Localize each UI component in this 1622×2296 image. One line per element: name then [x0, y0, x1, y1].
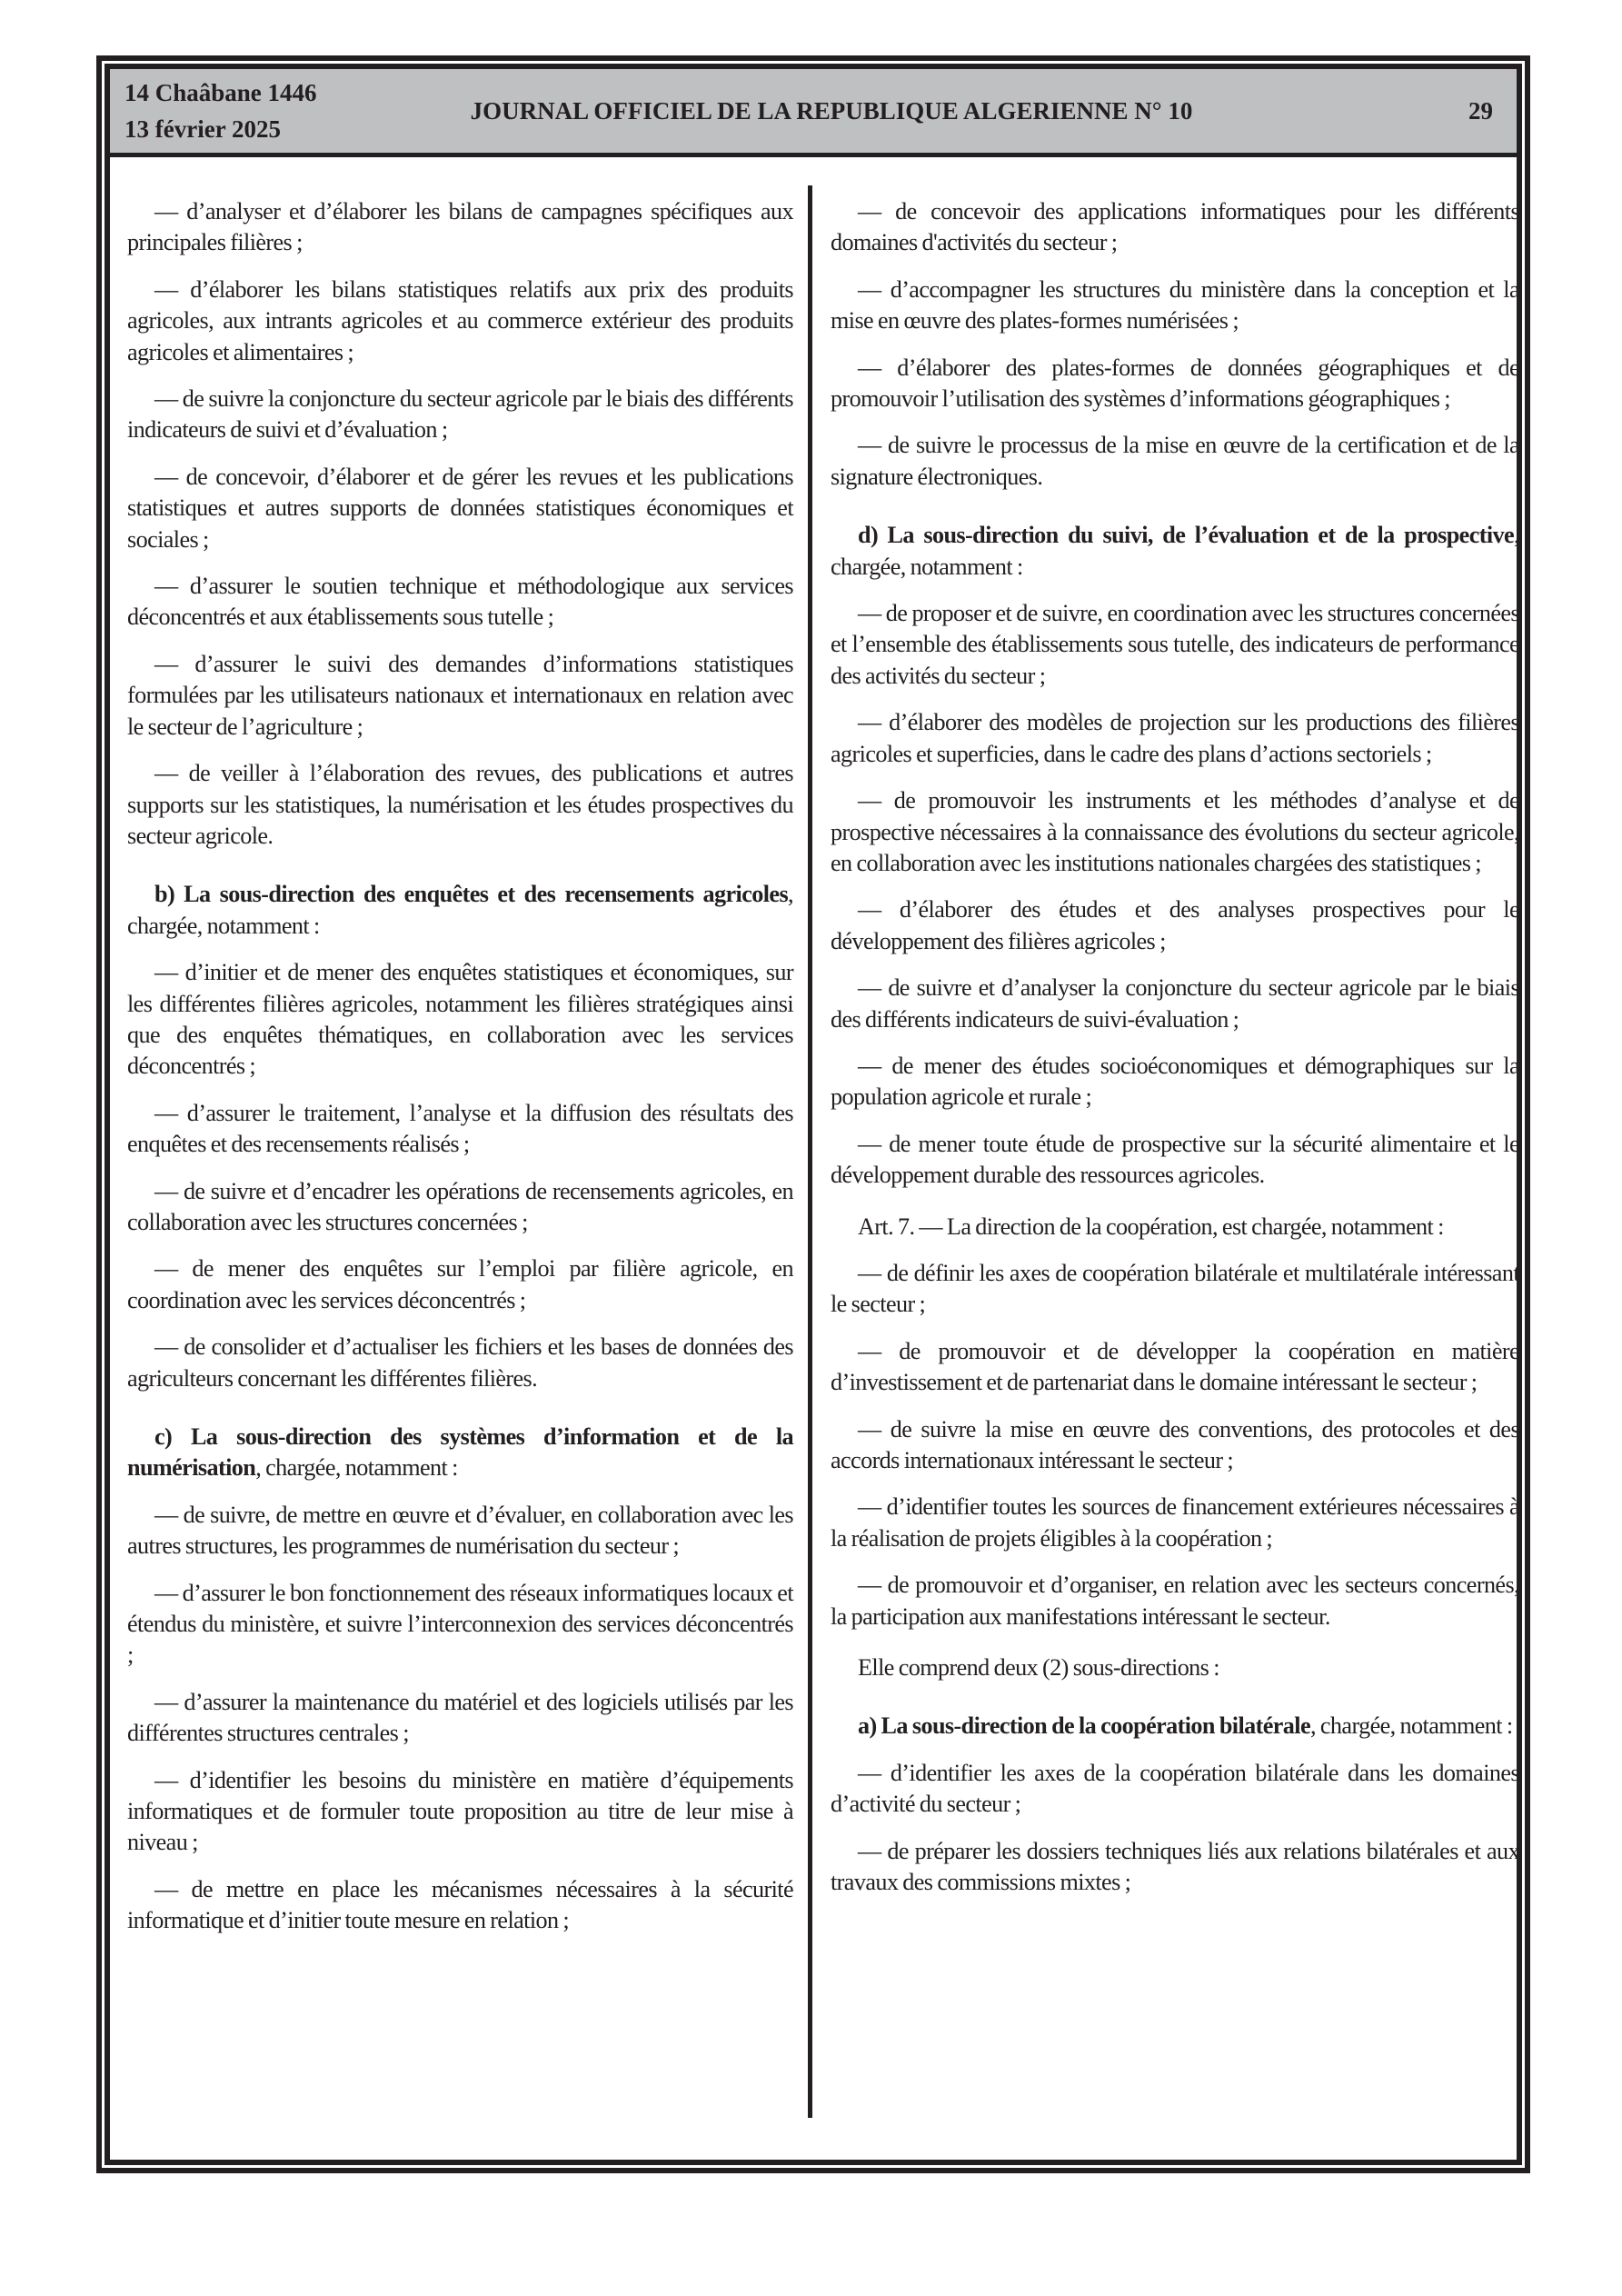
section-heading-rest: , chargée, notamment : — [831, 522, 1519, 580]
list-item: — d’identifier les axes de la coopération bilatérale dans les domaines d’activité du secteur ; — [831, 1759, 1519, 1818]
list-item: — de mener des études socioéconomiques et démographiques sur la population agricole et rurale ; — [831, 1052, 1519, 1111]
section-heading-c — [127, 1422, 793, 1484]
list-item: — de suivre et d’analyser la conjoncture du secteur agricole par le biais des différents indicateurs de suivi-évaluation ; — [831, 974, 1519, 1033]
column-divider — [808, 185, 812, 2118]
list-item: — d’élaborer des modèles de projection sur les productions des filières agricoles et superficies, dans le cadre des plans d’actions sectoriels ; — [831, 709, 1519, 767]
list-item: — d’accompagner les structures du ministère dans la conception et la mise en œuvre des plates-formes numérisées ; — [831, 275, 1519, 334]
sous-directions-intro: Elle comprend deux (2) sous-directions : — [858, 1654, 1219, 1682]
list-item: — d’élaborer des plates-formes de données géographiques et de promouvoir l’utilisation des systèmes d’informations géographiques ; — [831, 354, 1519, 413]
header-date-gregorian: 13 février 2025 — [124, 115, 281, 143]
page-header — [110, 69, 1517, 157]
list-item: — d’assurer le bon fonctionnement des réseaux informatiques locaux et étendus du ministère, et suivre l’interconnexion des services déconcentrés ; — [127, 1579, 793, 1669]
list-item: — de mettre en place les mécanismes nécessaires à la sécurité informatique et d’initier toute mesure en relation ; — [127, 1875, 793, 1934]
list-item: — de concevoir des applications informatiques pour les différents domaines d'activités du secteur ; — [831, 198, 1519, 256]
section-heading-rest: , chargée, notamment : — [1310, 1712, 1513, 1740]
list-item: — d’assurer le traitement, l’analyse et la diffusion des résultats des enquêtes et des recensements réalisés ; — [127, 1099, 793, 1158]
list-item: — de promouvoir les instruments et les méthodes d’analyse et de prospective nécessaires à la connaissance des évolutions du secteur agricole, en collaboration avec les institutions nationales chargées des statistiques ; — [831, 787, 1519, 876]
list-item: — de préparer les dossiers techniques liés aux relations bilatérales et aux travaux des commissions mixtes ; — [831, 1837, 1519, 1896]
header-page-number: 29 — [1468, 97, 1493, 125]
list-item: — de suivre la mise en œuvre des conventions, des protocoles et des accords internationaux intéressant le secteur ; — [831, 1415, 1519, 1473]
section-heading-bold: b) La sous-direction des enquêtes et des recensements agricoles — [154, 881, 789, 908]
header-journal-title: JOURNAL OFFICIEL DE LA REPUBLIQUE ALGERIENNE N° 10 — [470, 97, 1193, 125]
article-7-heading: Art. 7. — La direction de la coopération, est chargée, notamment : — [858, 1213, 1444, 1240]
list-item: — de veiller à l’élaboration des revues, des publications et autres supports sur les statistiques, la numérisation et les études prospectives du secteur agricole. — [127, 760, 793, 849]
section-heading-a-coop — [831, 1711, 1519, 1742]
list-item: — d’assurer le soutien technique et méthodologique aux services déconcentrés et aux établissements sous tutelle ; — [127, 573, 793, 631]
header-date-hijri: 14 Chaâbane 1446 — [124, 79, 317, 106]
list-item: — de suivre, de mettre en œuvre et d’évaluer, en collaboration avec les autres structures, les programmes de numérisation du secteur ; — [127, 1501, 793, 1560]
list-item: — d’identifier toutes les sources de financement extérieures nécessaires à la réalisation de projets éligibles à la coopération ; — [831, 1493, 1519, 1552]
list-item: — de concevoir, d’élaborer et de gérer les revues et les publications statistiques et autres supports de données statistiques économiques et sociales ; — [127, 463, 793, 553]
section-heading-rest: , chargée, notamment : — [255, 1454, 458, 1482]
list-item: — de suivre et d’encadrer les opérations de recensements agricoles, en collaboration avec les structures concernées ; — [127, 1177, 793, 1235]
section-heading-bold: c) La sous-direction des systèmes d’information et de la numérisation — [127, 1423, 793, 1482]
list-item: — de promouvoir et d’organiser, en relation avec les secteurs concernés, la participation aux manifestations intéressant le secteur. — [831, 1572, 1519, 1630]
section-heading-bold: a) La sous-direction de la coopération bilatérale — [858, 1712, 1311, 1740]
left-column — [127, 196, 793, 1952]
list-item: — de définir les axes de coopération bilatérale et multilatérale intéressant le secteur ; — [831, 1259, 1519, 1318]
section-heading-b — [127, 879, 793, 942]
page-frame-outer — [96, 55, 1530, 2173]
list-item: — de proposer et de suivre, en coordination avec les structures concernées et l’ensemble des établissements sous tutelle, des indicateurs de performance des activités du secteur ; — [831, 600, 1519, 689]
list-item: — d’élaborer les bilans statistiques relatifs aux prix des produits agricoles, aux intrants agricoles et au commerce extérieur des produits agricoles et alimentaires ; — [127, 275, 793, 365]
section-heading-d — [831, 520, 1519, 583]
page-frame-inner — [104, 64, 1522, 2165]
list-item: — d’assurer le suivi des demandes d’informations statistiques formulées par les utilisateurs nationaux et internationaux en relation avec le secteur de l’agriculture ; — [127, 650, 793, 740]
list-item: — de mener des enquêtes sur l’emploi par filière agricole, en coordination avec les services déconcentrés ; — [127, 1255, 793, 1313]
list-item: — de mener toute étude de prospective sur la sécurité alimentaire et le développement durable des ressources agricoles. — [831, 1130, 1519, 1189]
list-item: — d’assurer la maintenance du matériel et des logiciels utilisés par les différentes structures centrales ; — [127, 1688, 793, 1747]
list-item: — de promouvoir et de développer la coopération en matière d’investissement et de partenariat dans le domaine intéressant le secteur ; — [831, 1337, 1519, 1396]
list-item: — de consolider et d’actualiser les fichiers et les bases de données des agriculteurs concernant les différentes filières. — [127, 1333, 793, 1392]
list-item: — d’initier et de mener des enquêtes statistiques et économiques, sur les différentes filières agricoles, notamment les filières stratégiques ainsi que des enquêtes thématiques, en collaboration avec les services déconcentrés ; — [127, 959, 793, 1080]
list-item: — de suivre la conjoncture du secteur agricole par le biais des différents indicateurs de suivi et d’évaluation ; — [127, 385, 793, 444]
section-heading-bold: d) La sous-direction du suivi, de l’évaluation et de la prospective — [858, 522, 1515, 549]
right-column — [831, 196, 1519, 1913]
list-item: — de suivre le processus de la mise en œuvre de la certification et de la signature électroniques. — [831, 432, 1519, 490]
section-heading-rest: , chargée, notamment : — [127, 881, 793, 939]
list-item: — d’élaborer des études et des analyses prospectives pour le développement des filières agricoles ; — [831, 896, 1519, 954]
list-item: — d’analyser et d’élaborer les bilans de campagnes spécifiques aux principales filières ; — [127, 198, 793, 256]
list-item: — d’identifier les besoins du ministère en matière d’équipements informatiques et de formuler toute proposition au titre de leur mise à niveau ; — [127, 1766, 793, 1856]
